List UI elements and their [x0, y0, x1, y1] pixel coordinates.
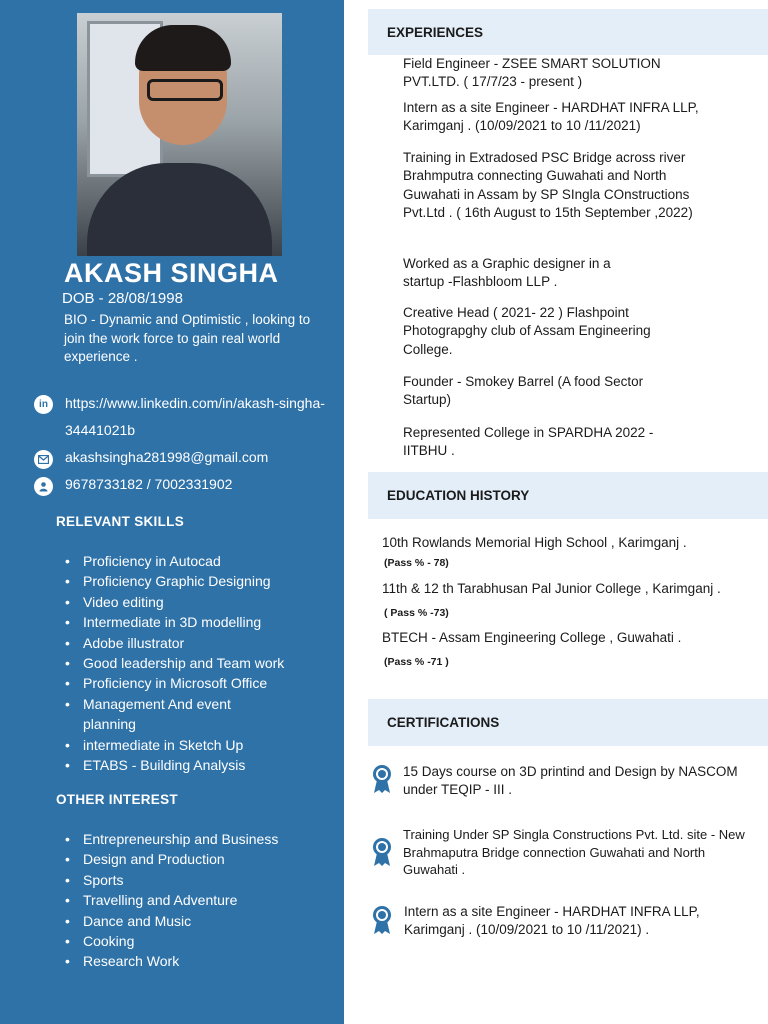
education-pass: ( Pass % -73) [384, 607, 449, 619]
certifications-heading: CERTIFICATIONS [368, 699, 768, 746]
education-pass: (Pass % - 78) [384, 557, 449, 569]
list-item: • Sports [83, 870, 333, 890]
sidebar [0, 0, 344, 1024]
list-item: • Travelling and Adventure [83, 890, 333, 910]
list-item: • Good leadership and Team work [83, 653, 333, 673]
list-item: • Adobe illustrator [83, 633, 333, 653]
list-item: • Video editing [83, 592, 333, 612]
education-school: 11th & 12 th Tarabhusan Pal Junior College , Karimganj . [382, 581, 721, 596]
linkedin-icon: in [34, 395, 53, 414]
contact-linkedin[interactable] [34, 394, 335, 444]
list-item: • Proficiency in Autocad [83, 551, 333, 571]
list-item: • Management And event planning [83, 694, 273, 735]
certification-item: 15 Days course on 3D printind and Design by NASCOM under TEQIP - III . [403, 764, 738, 797]
phone-icon [34, 477, 53, 496]
education-heading: EDUCATION HISTORY [368, 472, 768, 519]
list-item: • Proficiency Graphic Designing [83, 571, 333, 591]
phone-number: 9678733182 / 7002331902 [65, 476, 233, 492]
profile-name: AKASH SINGHA [64, 258, 279, 288]
list-item: • intermediate in Sketch Up [83, 735, 333, 755]
education-pass: (Pass % -71 ) [384, 656, 449, 668]
list-item: • Intermediate in 3D modelling [83, 612, 333, 632]
experience-item: Training in Extradosed PSC Bridge across river Brahmputra connecting Guwahati and North Guwahati in Assam by SP SIngla COnstructions Pvt.Ltd . ( 16th August to 15th September ,2022) [403, 150, 693, 220]
interests-list [83, 829, 333, 972]
experience-item: Represented College in SPARDHA 2022 - IITBHU . [403, 425, 654, 459]
list-item: • Dance and Music [83, 911, 333, 931]
contact-phone[interactable] [34, 476, 232, 496]
list-item: • ETABS - Building Analysis [83, 755, 333, 775]
education-school: BTECH - Assam Engineering College , Guwahati . [382, 630, 682, 645]
linkedin-link[interactable]: https://www.linkedin.com/in/akash-singha-34441021b [65, 395, 325, 438]
list-item: • Design and Production [83, 849, 333, 869]
list-item: • Cooking [83, 931, 333, 951]
experience-item: Field Engineer - ZSEE SMART SOLUTION PVT.LTD. ( 17/7/23 - present ) [403, 56, 661, 90]
medal-icon [371, 905, 393, 935]
email-icon [34, 450, 53, 469]
experience-item: Creative Head ( 2021- 22 ) Flashpoint Photograpghy club of Assam Engineering College. [403, 305, 651, 357]
profile-photo [77, 13, 282, 256]
skills-heading: RELEVANT SKILLS [56, 514, 185, 529]
experience-item: Intern as a site Engineer - HARDHAT INFRA LLP, Karimganj . (10/09/2021 to 10 /11/2021) [403, 100, 699, 134]
interests-heading: OTHER INTEREST [56, 792, 178, 807]
certification-item: Intern as a site Engineer - HARDHAT INFRA LLP, Karimganj . (10/09/2021 to 10 /11/2021) . [404, 904, 700, 937]
experiences-heading: EXPERIENCES [368, 9, 768, 55]
list-item: • Research Work [83, 951, 333, 971]
medal-icon [371, 764, 393, 794]
certification-item: Training Under SP Singla Constructions Pvt. Ltd. site - New Brahmaputra Bridge connection Guwahati and North Guwahati . [403, 827, 745, 877]
medal-icon [371, 837, 393, 867]
list-item: • Entrepreneurship and Business [83, 829, 333, 849]
contact-email[interactable] [34, 449, 268, 469]
experience-item: Worked as a Graphic designer in a startup -Flashbloom LLP . [403, 256, 611, 290]
email-link[interactable]: akashsingha281998@gmail.com [65, 449, 269, 465]
list-item: • Proficiency in Microsoft Office [83, 673, 333, 693]
profile-dob: DOB - 28/08/1998 [62, 290, 183, 307]
profile-bio: BIO - Dynamic and Optimistic , looking to join the work force to gain real world experience . [64, 312, 311, 364]
skills-list [83, 551, 333, 775]
education-school: 10th Rowlands Memorial High School , Karimganj . [382, 535, 687, 550]
experience-item: Founder - Smokey Barrel (A food Sector Startup) [403, 374, 644, 408]
